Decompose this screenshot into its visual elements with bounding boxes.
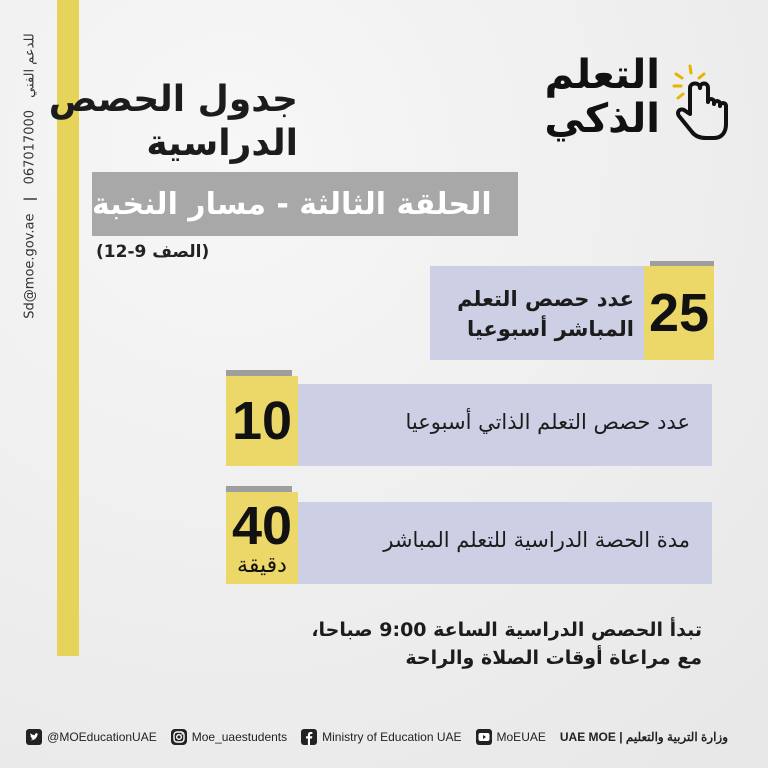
title-line1: جدول الحصص (48, 79, 298, 120)
twitter-icon (26, 729, 42, 745)
lesson-duration (226, 492, 298, 584)
direct-lessons-count (644, 266, 714, 360)
lesson-duration-card (298, 502, 712, 584)
facebook-icon (301, 729, 317, 745)
self-learning-card (298, 384, 712, 466)
card2-text: عدد حصص التعلم الذاتي أسبوعيا (405, 410, 690, 434)
stage-banner: الحلقة الثالثة - مسار النخبة (92, 172, 518, 236)
facebook-link[interactable] (301, 729, 461, 745)
youtube-link[interactable] (476, 729, 546, 745)
support-contact: Sd@moe.gov.ae | 067017000 للدعم الفني (22, 33, 38, 319)
note-line1: تبدأ الحصص الدراسية الساعة 9:00 صباحا، (311, 619, 702, 641)
logo-line2: الذكي (544, 96, 660, 142)
grade-label: (الصف 9-12) (96, 242, 210, 262)
logo-line1: التعلم (544, 52, 660, 98)
youtube-handle: MoEUAE (496, 730, 546, 744)
instagram-link[interactable] (171, 729, 287, 745)
card1-text-line1: عدد حصص التعلم (457, 287, 634, 311)
card3-number: 40 (231, 496, 293, 556)
ministry-name: وزارة التربية والتعليم | UAE MOE (559, 730, 728, 744)
support-email[interactable]: Sd@moe.gov.ae (22, 213, 38, 319)
social-footer (0, 720, 768, 754)
pointing-hand-icon (664, 60, 730, 140)
note-line2: مع مراعاة أوقات الصلاة والراحة (405, 647, 702, 669)
card3-text: مدة الحصة الدراسية للتعلم المباشر (383, 528, 690, 552)
direct-lessons-card (430, 266, 644, 360)
instagram-icon (171, 729, 187, 745)
youtube-icon (476, 729, 492, 745)
self-learning-count (226, 376, 298, 466)
card1-number: 25 (648, 283, 710, 343)
title-line2: الدراسية (146, 123, 298, 164)
page-title (49, 78, 298, 166)
support-phone[interactable]: 067017000 (22, 109, 38, 185)
instagram-handle: Moe_uaestudents (191, 730, 288, 744)
schedule-note (311, 616, 702, 672)
card1-text-line2: المباشر أسبوعيا (466, 317, 634, 341)
card3-unit: دقيقة (237, 553, 287, 578)
card2-number: 10 (231, 391, 293, 451)
twitter-handle: @MOEducationUAE (47, 730, 157, 744)
support-label: للدعم الفني (22, 33, 38, 98)
facebook-handle: Ministry of Education UAE (322, 730, 462, 744)
smart-learning-logo (540, 52, 730, 148)
twitter-link[interactable] (26, 729, 157, 745)
